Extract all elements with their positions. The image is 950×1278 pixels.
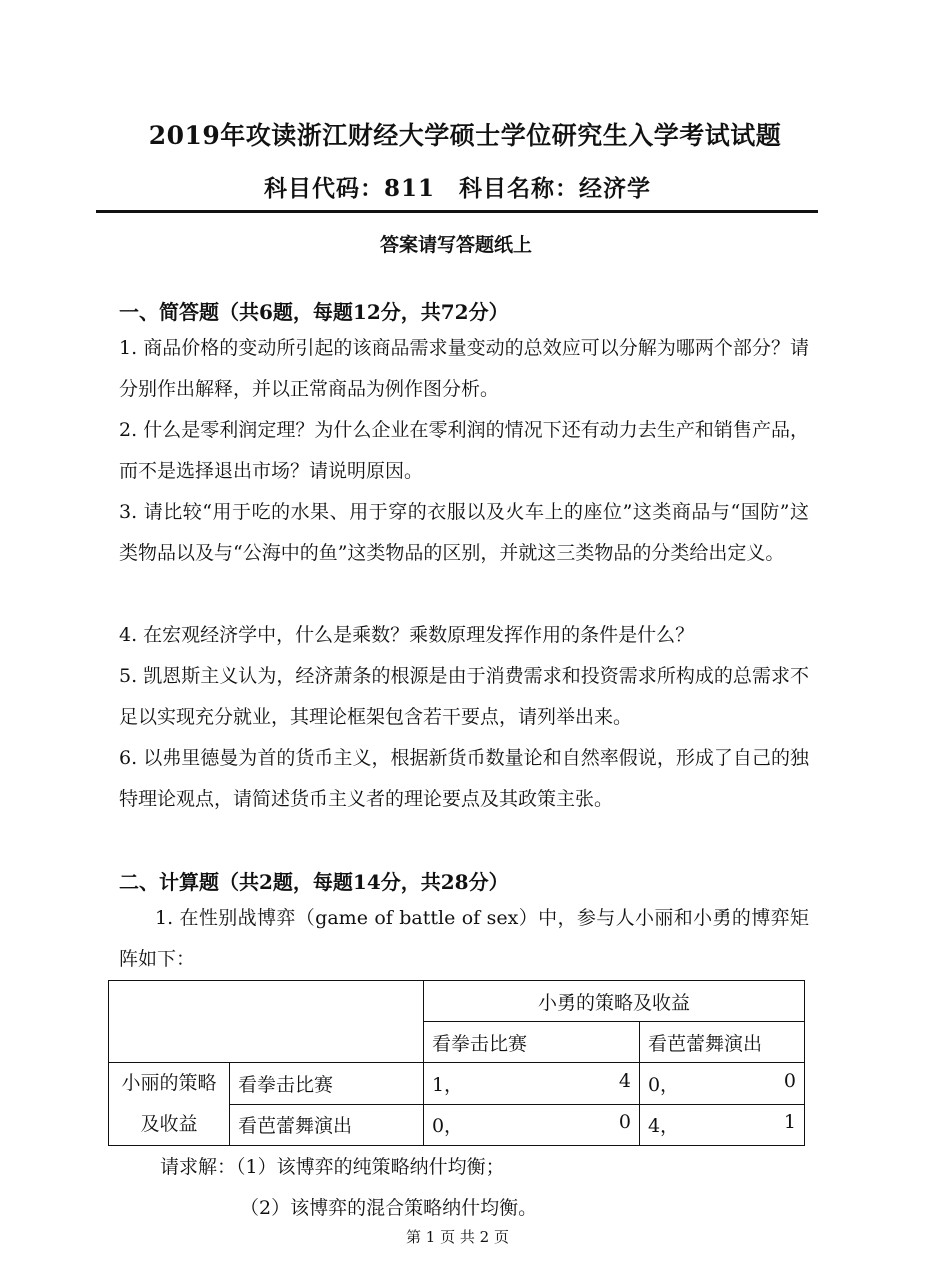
- empty-corner-cell: [109, 981, 424, 1063]
- payoff-xiaoyong: 1: [783, 1111, 796, 1134]
- payoff-cell-boxing-ballet: [639, 1063, 804, 1105]
- question-1: 1. 商品价格的变动所引起的该商品需求量变动的总效应可以分解为哪两个部分？请分别作出解释，并以正常商品为例作图分析。: [119, 337, 809, 400]
- exam-title: 2019年攻读浙江财经大学硕士学位研究生入学考试试题: [148, 121, 782, 150]
- calc-question-1-intro: 1. 在性别战博弈（game of battle of sex）中，参与人小丽和小勇的博弈矩阵如下：: [119, 907, 809, 970]
- row-header-ballet: 看芭蕾舞演出: [230, 1104, 424, 1146]
- question-3: 3. 请比较“用于吃的水果、用于穿的衣服以及火车上的座位”这类商品与“国防”这类物品以及与“公海中的鱼”这类物品的区别，并就这三类物品的分类给出定义。: [119, 501, 809, 564]
- payoff-xiaoli: 4，: [647, 1115, 680, 1138]
- page-number: 第 1 页 共 2 页: [406, 1228, 509, 1246]
- col-group-header: 小勇的策略及收益: [423, 981, 804, 1022]
- section-1-heading: 一、简答题（共6题，每题12分，共72分）: [119, 300, 509, 324]
- section-2-heading: 二、计算题（共2题，每题14分，共28分）: [119, 870, 509, 894]
- answer-notice: 答案请写答题纸上: [379, 234, 532, 256]
- row-group-header: 小丽的策略及收益: [109, 1063, 230, 1146]
- payoff-cell-ballet-ballet: [639, 1104, 804, 1146]
- question-6: 6. 以弗里德曼为首的货币主义，根据新货币数量论和自然率假说，形成了自己的独特理论观点，请简述货币主义者的理论要点及其政策主张。: [119, 747, 809, 810]
- payoff-xiaoli: 0，: [647, 1073, 680, 1096]
- question-2: 2. 什么是零利润定理？为什么企业在零利润的情况下还有动力去生产和销售产品，而不是选择退出市场？请说明原因。: [119, 419, 809, 482]
- col-header-ballet: 看芭蕾舞演出: [639, 1022, 804, 1063]
- solve-part-1: 请求解：（1）该博弈的纯策略纳什均衡；: [160, 1156, 505, 1178]
- subject-line: 科目代码：811 科目名称：经济学: [263, 175, 651, 202]
- col-header-boxing: 看拳击比赛: [423, 1022, 639, 1063]
- header-divider: [96, 210, 818, 213]
- payoff-xiaoli: 0，: [431, 1115, 464, 1138]
- question-5: 5. 凯恩斯主义认为，经济萧条的根源是由于消费需求和投资需求所构成的总需求不足以实现充分就业，其理论框架包含若干要点，请列举出来。: [119, 665, 809, 728]
- payoff-xiaoyong: 0: [618, 1111, 631, 1134]
- solve-part-2: （2）该博弈的混合策略纳什均衡。: [240, 1197, 538, 1219]
- payoff-xiaoyong: 4: [618, 1069, 631, 1092]
- question-4: 4. 在宏观经济学中，什么是乘数？乘数原理发挥作用的条件是什么？: [119, 624, 695, 646]
- payoff-xiaoli: 1，: [431, 1073, 464, 1096]
- payoff-cell-ballet-boxing: [423, 1104, 639, 1146]
- payoff-xiaoyong: 0: [783, 1069, 796, 1092]
- payoff-matrix: [108, 980, 805, 1146]
- payoff-cell-boxing-boxing: [423, 1063, 639, 1105]
- row-header-boxing: 看拳击比赛: [230, 1063, 424, 1105]
